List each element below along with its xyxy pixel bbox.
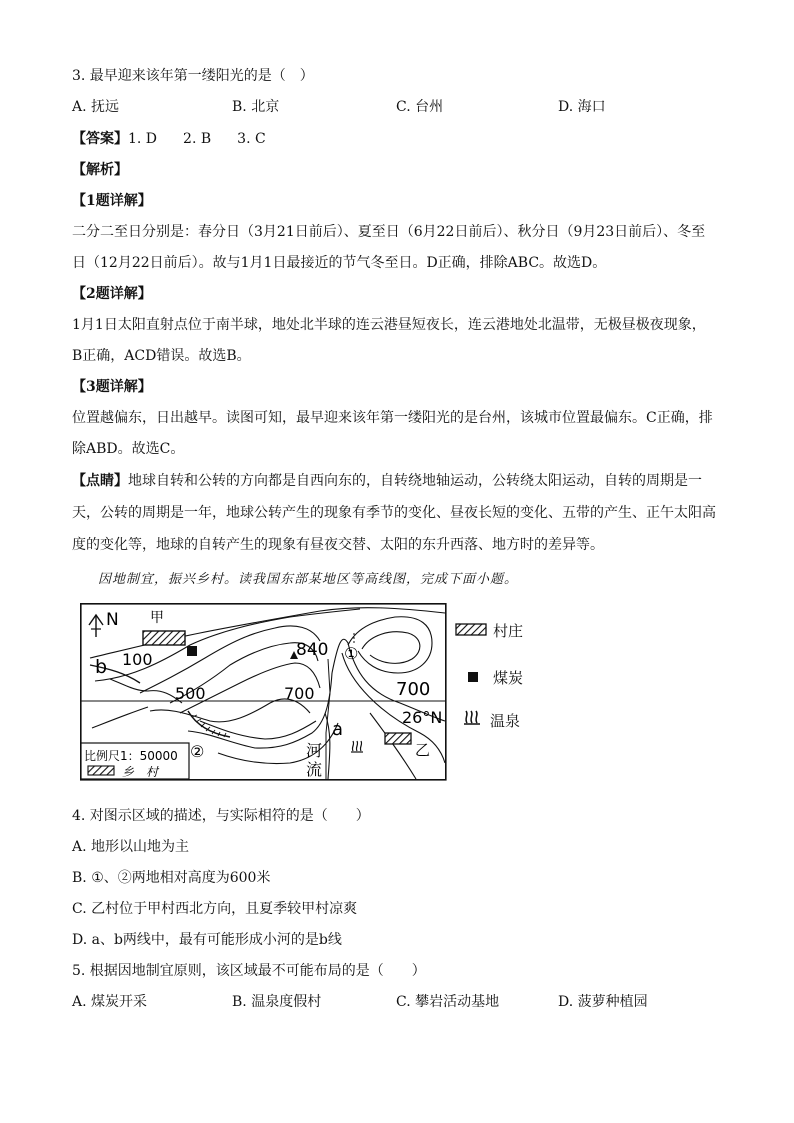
contour-500-label: 500 bbox=[175, 684, 206, 703]
detail-3-heading: 【3题详解】 bbox=[72, 379, 152, 395]
answer-line bbox=[72, 129, 266, 149]
detail-1-heading: 【1题详解】 bbox=[72, 193, 152, 209]
coal-mine-icon bbox=[187, 646, 197, 656]
legend-village-label: 村庄 bbox=[493, 622, 524, 640]
detail-1-line-2: 日（12月22日前后）。故与1月1日最接近的节气冬至日。D正确，排除ABC。故选D。 bbox=[72, 255, 607, 271]
tip-label: 【点睛】 bbox=[72, 473, 128, 489]
q4-option-c[interactable]: C. 乙村位于甲村西北方向，且夏季较甲村凉爽 bbox=[72, 901, 358, 917]
q4-option-a[interactable]: A. 地形以山地为主 bbox=[72, 839, 190, 855]
contour-map bbox=[80, 603, 450, 783]
detail-2-line-1: 1月1日太阳直射点位于南半球，地处北半球的连云港昼短夜长，连云港地处北温带，无极昼极夜现象， bbox=[72, 317, 706, 333]
answer-2: 2. B bbox=[183, 131, 212, 147]
q3-option-d[interactable]: D. 海口 bbox=[558, 99, 606, 115]
scale-village-icon bbox=[88, 766, 114, 775]
q5-option-b[interactable]: B. 温泉度假村 bbox=[232, 994, 322, 1010]
answer-3: 3. C bbox=[237, 131, 266, 147]
point-2-label: ② bbox=[190, 742, 205, 761]
peak-840-label: 840 bbox=[296, 640, 329, 660]
analysis-label: 【解析】 bbox=[72, 162, 128, 178]
legend-coal-label: 煤炭 bbox=[493, 669, 524, 687]
detail-2-heading: 【2题详解】 bbox=[72, 286, 152, 302]
point-1-label: ① bbox=[344, 644, 359, 663]
legend-coal-icon bbox=[468, 672, 478, 682]
north-label: N bbox=[106, 610, 119, 630]
q4-stem: 4. 对图示区域的描述，与实际相符的是（ ） bbox=[72, 808, 370, 824]
q3-option-a[interactable]: A. 抚远 bbox=[72, 99, 120, 115]
answer-label: 【答案】 bbox=[72, 131, 128, 147]
q5-option-d[interactable]: D. 菠萝种植园 bbox=[558, 994, 648, 1010]
contour-700-label-right: 700 bbox=[396, 679, 431, 700]
q3-options bbox=[72, 97, 732, 117]
legend-village-icon bbox=[455, 622, 489, 638]
q5-stem: 5. 根据因地制宜原则，该区域最不可能布局的是（ ） bbox=[72, 963, 426, 979]
village-yi-icon bbox=[385, 733, 411, 744]
detail-3-line-2: 除ABD。故选C。 bbox=[72, 441, 185, 457]
contour-700-label-left: 700 bbox=[284, 684, 315, 703]
contour-100-label: 100 bbox=[122, 650, 153, 669]
q3-option-c[interactable]: C. 台州 bbox=[396, 99, 444, 115]
q3-option-b[interactable]: B. 北京 bbox=[232, 99, 280, 115]
q5-options bbox=[72, 992, 732, 1012]
q4-option-d[interactable]: D. a、b两线中，最有可能形成小河的是b线 bbox=[72, 932, 342, 948]
answer-1: 1. D bbox=[128, 131, 158, 147]
village-jia-icon bbox=[143, 631, 185, 645]
tip-line-3: 度的变化等，地球的自转产生的现象有昼夜交替、太阳的东升西落、地方时的差异等。 bbox=[72, 537, 604, 553]
river-label-2: 流 bbox=[306, 760, 323, 779]
q3-stem: 3. 最早迎来该年第一缕阳光的是（ ） bbox=[72, 68, 314, 84]
village-jia-label: 甲 bbox=[150, 610, 164, 626]
detail-2-line-2: B正确，ACD错误。故选B。 bbox=[72, 348, 251, 364]
scale-label: 比例尺1：50000 bbox=[84, 749, 178, 763]
latitude-label: 26°N bbox=[402, 708, 443, 727]
river-label-1: 河 bbox=[306, 741, 323, 760]
tip-line-2: 天，公转的周期是一年，地球公转产生的现象有季节的变化、昼夜长短的变化、五带的产生、正午太阳高 bbox=[72, 505, 716, 521]
detail-3-line-1: 位置越偏东，日出越早。读图可知，最早迎来该年第一缕阳光的是台州，该城市位置最偏东。C正确，排 bbox=[72, 410, 713, 426]
tip-text-1: 地球自转和公转的方向都是自西向东的，自转绕地轴运动，公转绕太阳运动，自转的周期是一 bbox=[128, 473, 702, 489]
scale-village-label: 乡 村 bbox=[122, 765, 159, 779]
line-b-label: b bbox=[95, 656, 108, 678]
village-yi-label: 乙 bbox=[415, 741, 431, 759]
q5-option-a[interactable]: A. 煤炭开采 bbox=[72, 994, 148, 1010]
detail-1-line-1: 二分二至日分别是：春分日（3月21日前后）、夏至日（6月22日前后）、秋分日（9月23日前后）、冬至 bbox=[72, 224, 706, 240]
map-intro: 因地制宜，振兴乡村。读我国东部某地区等高线图，完成下面小题。 bbox=[98, 572, 519, 587]
line-a-label: a bbox=[332, 719, 344, 740]
q5-option-c[interactable]: C. 攀岩活动基地 bbox=[396, 994, 500, 1010]
legend-hot-spring-label: 温泉 bbox=[490, 712, 521, 730]
legend-hot-spring-icon bbox=[463, 710, 483, 726]
q4-option-b[interactable]: B. ①、②两地相对高度为600米 bbox=[72, 870, 271, 886]
tip-line-1 bbox=[72, 471, 702, 491]
